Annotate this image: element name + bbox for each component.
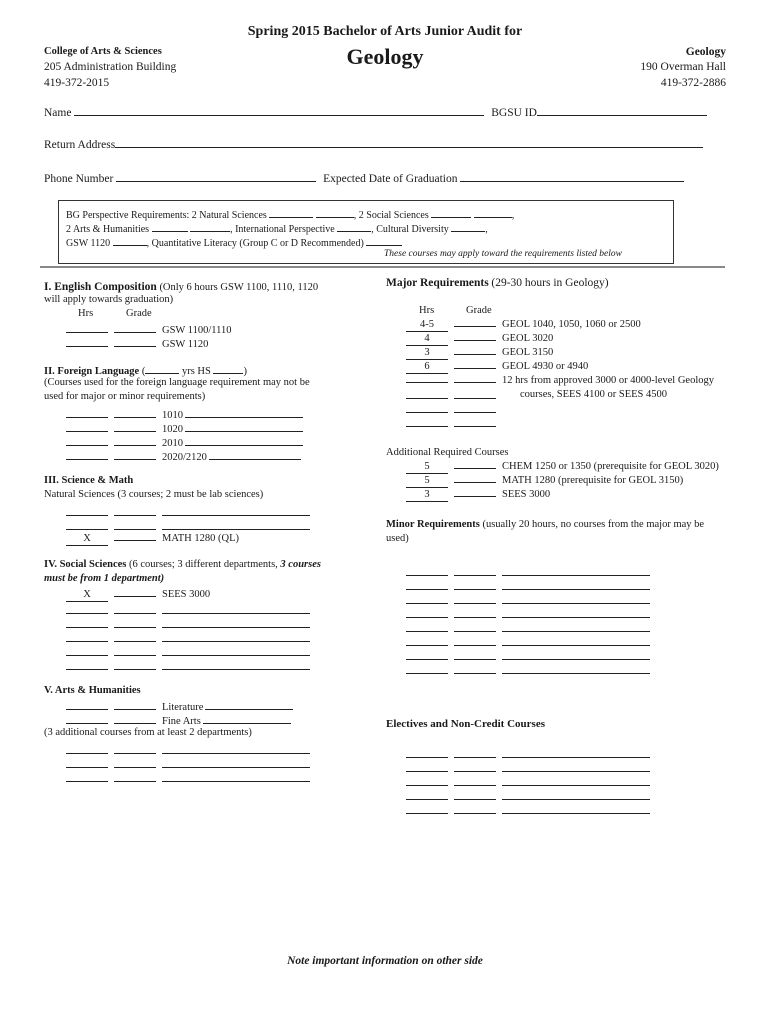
grade-field[interactable] <box>454 368 496 369</box>
minor-course-row <box>406 662 650 679</box>
natsci-field-2[interactable] <box>316 206 354 218</box>
course-field[interactable] <box>162 658 310 670</box>
grade-field[interactable] <box>454 589 496 590</box>
phone-label: Phone Number <box>44 173 114 185</box>
hrs-field[interactable] <box>406 799 448 800</box>
college-block <box>44 45 176 91</box>
hrs-field[interactable] <box>66 515 108 516</box>
grad-date-field[interactable] <box>460 170 684 182</box>
course-field[interactable] <box>162 770 310 782</box>
perspective-line-3 <box>66 234 402 251</box>
course-label: CHEM 1250 or 1350 (prerequisite for GEOL 3020) <box>502 461 719 472</box>
grade-field[interactable] <box>114 417 156 418</box>
hrs-field[interactable] <box>66 655 108 656</box>
department-address: 190 Overman Hall <box>640 61 726 73</box>
hrs-field[interactable] <box>66 417 108 418</box>
major-course-row <box>406 346 553 360</box>
grade-field[interactable] <box>114 596 156 597</box>
hrs-field[interactable]: 5 <box>406 475 448 488</box>
grade-field[interactable] <box>454 757 496 758</box>
hrs-field[interactable] <box>66 431 108 432</box>
grade-field[interactable] <box>454 482 496 483</box>
socsci-field-1[interactable] <box>431 206 471 218</box>
hrs-field[interactable] <box>66 723 108 724</box>
grade-field[interactable] <box>114 655 156 656</box>
hrs-field[interactable] <box>406 426 448 427</box>
grade-field[interactable] <box>114 669 156 670</box>
hrs-field[interactable]: 5 <box>406 461 448 474</box>
course-label: Fine Arts <box>162 716 201 727</box>
grade-field[interactable] <box>454 496 496 497</box>
english-course-row <box>66 338 208 352</box>
language-note: ) <box>243 366 247 377</box>
grade-field[interactable] <box>454 340 496 341</box>
major-heading <box>386 276 609 291</box>
major-blank-row <box>406 404 496 418</box>
grade-field[interactable] <box>114 529 156 530</box>
social-course-row <box>66 658 310 675</box>
course-label: 1020 <box>162 424 183 435</box>
gsw-field[interactable] <box>113 234 147 246</box>
course-field[interactable] <box>203 712 291 724</box>
form-title: Spring 2015 Bachelor of Arts Junior Audit for <box>247 24 523 39</box>
course-label: GSW 1100/1110 <box>162 325 232 336</box>
phone-row <box>44 170 684 185</box>
hrs-field[interactable] <box>66 332 108 333</box>
english-course-row <box>66 324 232 338</box>
hrs-field[interactable] <box>66 781 108 782</box>
bgsu-id-label: BGSU ID <box>491 107 537 119</box>
hrs-field[interactable]: X <box>66 589 108 602</box>
college-name: College of Arts & Sciences <box>44 46 162 57</box>
grade-field[interactable] <box>114 723 156 724</box>
minor-title: Minor Requirements <box>386 519 480 530</box>
grade-field[interactable] <box>114 332 156 333</box>
hrs-field[interactable] <box>406 382 448 383</box>
major-note: (29-30 hours in Geology) <box>491 277 609 289</box>
social-sees-row <box>66 588 210 602</box>
hrs-field[interactable] <box>66 529 108 530</box>
social-note: (6 courses; 3 different departments, <box>128 559 278 570</box>
arts-field-2[interactable] <box>190 220 230 232</box>
course-field[interactable] <box>185 434 303 446</box>
english-note: (Only 6 hours GSW 1100, 1110, 1120 <box>159 282 319 293</box>
hrs-field[interactable] <box>406 659 448 660</box>
grade-field[interactable] <box>454 659 496 660</box>
bgsu-id-field[interactable] <box>537 104 707 116</box>
language-years-field[interactable] <box>145 362 179 374</box>
course-field[interactable] <box>185 406 303 418</box>
language-note: ( <box>141 366 146 377</box>
english-title: I. English Composition <box>44 281 157 293</box>
arts-course-row <box>66 770 310 787</box>
name-label: Name <box>44 107 72 119</box>
course-label: MATH 1280 (prerequisite for GEOL 3150) <box>502 475 684 486</box>
course-field[interactable] <box>502 578 650 590</box>
hrs-field[interactable] <box>66 767 108 768</box>
name-row <box>44 104 707 119</box>
course-field[interactable] <box>209 448 301 460</box>
social-note-2: must be from 1 department) <box>44 573 165 584</box>
grade-field[interactable] <box>114 767 156 768</box>
grade-field[interactable] <box>454 426 496 427</box>
english-grade-label: Grade <box>126 308 152 319</box>
department-block <box>640 45 726 91</box>
hrs-field[interactable] <box>66 709 108 710</box>
course-label: SEES 3000 <box>162 589 211 600</box>
name-field[interactable] <box>74 104 484 116</box>
major-blank-row <box>406 418 496 432</box>
grade-field[interactable] <box>454 771 496 772</box>
hrs-field[interactable] <box>66 627 108 628</box>
course-label: GEOL 3020 <box>502 333 554 344</box>
natsci-field-1[interactable] <box>269 206 313 218</box>
ql-field[interactable] <box>366 234 402 246</box>
major-course-row <box>406 332 553 346</box>
major-course-row <box>406 318 641 332</box>
course-field[interactable] <box>205 698 293 710</box>
major-blank-row <box>406 390 496 404</box>
major-course-row <box>406 360 588 374</box>
social-note-emphasis: 3 courses <box>280 559 321 570</box>
hrs-field[interactable]: 3 <box>406 347 448 360</box>
perspective-text: , 2 Social Sciences <box>353 210 429 221</box>
hrs-field[interactable]: 4 <box>406 333 448 346</box>
socsci-field-2[interactable] <box>474 206 512 218</box>
major-hrs-label: Hrs <box>419 305 435 316</box>
perspective-text: 2 Arts & Humanities <box>66 224 150 235</box>
science-heading: III. Science & Math <box>44 475 134 486</box>
grade-field[interactable] <box>454 575 496 576</box>
course-label: 1010 <box>162 410 183 421</box>
course-field[interactable] <box>502 802 650 814</box>
hrs-field[interactable] <box>66 445 108 446</box>
perspective-note: These courses may apply toward the requirements listed below <box>384 249 622 259</box>
course-label: MATH 1280 (QL) <box>162 533 239 544</box>
grade-field[interactable] <box>114 540 156 541</box>
course-field[interactable] <box>162 518 310 530</box>
major-course-row <box>406 374 714 388</box>
course-field[interactable] <box>502 774 650 786</box>
department-name: Geology <box>685 46 726 58</box>
phone-field[interactable] <box>116 170 316 182</box>
course-label: 2020/2120 <box>162 452 207 463</box>
grade-field[interactable] <box>454 617 496 618</box>
course-field[interactable] <box>162 756 310 768</box>
college-address: 205 Administration Building <box>44 61 177 73</box>
hrs-field[interactable] <box>406 575 448 576</box>
hrs-field[interactable] <box>406 631 448 632</box>
hrs-field[interactable] <box>406 603 448 604</box>
course-field[interactable] <box>502 662 650 674</box>
return-address-field[interactable] <box>115 136 703 148</box>
grade-field[interactable] <box>454 673 496 674</box>
course-label: Literature <box>162 702 204 713</box>
course-field[interactable] <box>502 746 650 758</box>
minor-heading <box>386 518 704 532</box>
grade-field[interactable] <box>454 398 496 399</box>
major-title-text: Major Requirements <box>386 277 489 289</box>
language-course-row <box>66 448 301 465</box>
grade-field[interactable] <box>114 445 156 446</box>
college-phone: 419-372-2015 <box>44 77 110 89</box>
hrs-field[interactable] <box>66 613 108 614</box>
grade-field[interactable] <box>454 785 496 786</box>
hrs-field[interactable]: 4-5 <box>406 319 448 332</box>
minor-note: (usually 20 hours, no courses from the major may be <box>482 519 705 530</box>
language-hs-field[interactable] <box>213 362 243 374</box>
perspective-text: , Quantitative Literacy (Group C or D Recommended) <box>146 238 364 249</box>
grade-field[interactable] <box>114 781 156 782</box>
grade-field[interactable] <box>114 346 156 347</box>
grade-field[interactable] <box>114 641 156 642</box>
course-field[interactable] <box>162 742 310 754</box>
course-field[interactable] <box>185 420 303 432</box>
grade-field[interactable] <box>454 382 496 383</box>
course-field[interactable] <box>162 602 310 614</box>
grade-field[interactable] <box>454 631 496 632</box>
grade-field[interactable] <box>454 412 496 413</box>
language-note-1: (Courses used for the foreign language requirement may not be <box>44 377 310 388</box>
course-field[interactable] <box>502 634 650 646</box>
perspective-text: , International Perspective <box>230 224 335 235</box>
hrs-field[interactable] <box>66 459 108 460</box>
hrs-field[interactable]: 3 <box>406 489 448 502</box>
perspective-text: GSW 1120 <box>66 238 111 249</box>
english-note-2: will apply towards graduation) <box>44 294 174 305</box>
science-math-row <box>66 532 239 546</box>
hrs-field[interactable] <box>406 412 448 413</box>
hrs-field[interactable] <box>66 346 108 347</box>
hrs-field[interactable] <box>406 617 448 618</box>
hrs-field[interactable] <box>66 669 108 670</box>
section-divider <box>40 266 725 268</box>
hrs-field[interactable]: X <box>66 533 108 546</box>
course-field[interactable] <box>162 616 310 628</box>
grade-field[interactable] <box>114 459 156 460</box>
elective-course-row <box>406 802 650 819</box>
grad-date-label: Expected Date of Graduation <box>323 173 458 185</box>
arts-heading: V. Arts & Humanities <box>44 685 141 696</box>
grade-field[interactable] <box>454 799 496 800</box>
hrs-field[interactable] <box>406 398 448 399</box>
social-heading <box>44 558 321 572</box>
language-note: yrs HS <box>181 366 211 377</box>
course-field[interactable] <box>162 644 310 656</box>
additional-course-row <box>406 488 550 502</box>
grade-field[interactable] <box>114 613 156 614</box>
course-label: 2010 <box>162 438 183 449</box>
hrs-field[interactable]: 6 <box>406 361 448 374</box>
perspective-line-1: BG Perspective Requirements: 2 Natural Sciences , 2 Social Sciences , <box>66 206 514 223</box>
language-note-2: used for major or minor requirements) <box>44 391 206 402</box>
minor-note-2: used) <box>386 533 409 544</box>
hrs-field[interactable] <box>406 813 448 814</box>
return-address-row <box>44 136 703 151</box>
grade-field[interactable] <box>454 326 496 327</box>
course-field[interactable] <box>502 648 650 660</box>
course-field[interactable] <box>162 504 310 516</box>
hrs-field[interactable] <box>406 589 448 590</box>
arts-field-1[interactable] <box>152 220 188 232</box>
course-field[interactable] <box>502 620 650 632</box>
perspective-text: BG Perspective Requirements: 2 Natural Sciences <box>66 210 267 221</box>
hrs-field[interactable] <box>406 673 448 674</box>
arts-note: (3 additional courses from at least 2 departments) <box>44 727 252 738</box>
intl-field[interactable] <box>337 220 371 232</box>
electives-heading: Electives and Non-Credit Courses <box>386 718 545 730</box>
social-title: IV. Social Sciences <box>44 559 127 570</box>
additional-course-row <box>406 460 719 474</box>
hrs-field[interactable] <box>406 785 448 786</box>
grade-field[interactable] <box>114 627 156 628</box>
science-note: Natural Sciences (3 courses; 2 must be lab sciences) <box>44 489 264 500</box>
perspective-text: , Cultural Diversity <box>371 224 449 235</box>
course-label: 12 hrs from approved 3000 or 4000-level Geology <box>502 375 714 386</box>
grade-field[interactable] <box>114 515 156 516</box>
major-continuation: courses, SEES 4100 or SEES 4500 <box>520 389 667 400</box>
course-field[interactable] <box>502 564 650 576</box>
hrs-field[interactable] <box>406 645 448 646</box>
hrs-field[interactable] <box>406 771 448 772</box>
grade-field[interactable] <box>454 645 496 646</box>
footer-note: Note important information on other side <box>287 955 483 967</box>
course-label: GEOL 1040, 1050, 1060 or 2500 <box>502 319 641 330</box>
grade-field[interactable] <box>114 709 156 710</box>
course-label: GSW 1120 <box>162 339 209 350</box>
return-address-label: Return Address <box>44 139 116 151</box>
hrs-field[interactable] <box>406 757 448 758</box>
grade-field[interactable] <box>454 354 496 355</box>
course-field[interactable] <box>502 606 650 618</box>
additional-course-row <box>406 474 683 488</box>
grade-field[interactable] <box>454 468 496 469</box>
course-label: GEOL 3150 <box>502 347 554 358</box>
grade-field[interactable] <box>454 603 496 604</box>
hrs-field[interactable] <box>66 753 108 754</box>
additional-heading: Additional Required Courses <box>386 447 509 458</box>
english-hrs-label: Hrs <box>78 308 94 319</box>
grade-field[interactable] <box>114 431 156 432</box>
grade-field[interactable] <box>114 753 156 754</box>
course-label: GEOL 4930 or 4940 <box>502 361 589 372</box>
hrs-field[interactable] <box>66 641 108 642</box>
department-phone: 419-372-2886 <box>660 77 726 89</box>
diversity-field[interactable] <box>451 220 485 232</box>
course-field[interactable] <box>502 788 650 800</box>
course-field[interactable] <box>162 630 310 642</box>
major-grade-label: Grade <box>466 305 492 316</box>
course-field[interactable] <box>502 760 650 772</box>
perspective-line-2: 2 Arts & Humanities , International Perspective , Cultural Diversity , <box>66 220 488 237</box>
language-title: II. Foreign Language <box>44 366 140 377</box>
major-title: Geology <box>346 44 424 69</box>
grade-field[interactable] <box>454 813 496 814</box>
course-field[interactable] <box>502 592 650 604</box>
course-label: SEES 3000 <box>502 489 551 500</box>
